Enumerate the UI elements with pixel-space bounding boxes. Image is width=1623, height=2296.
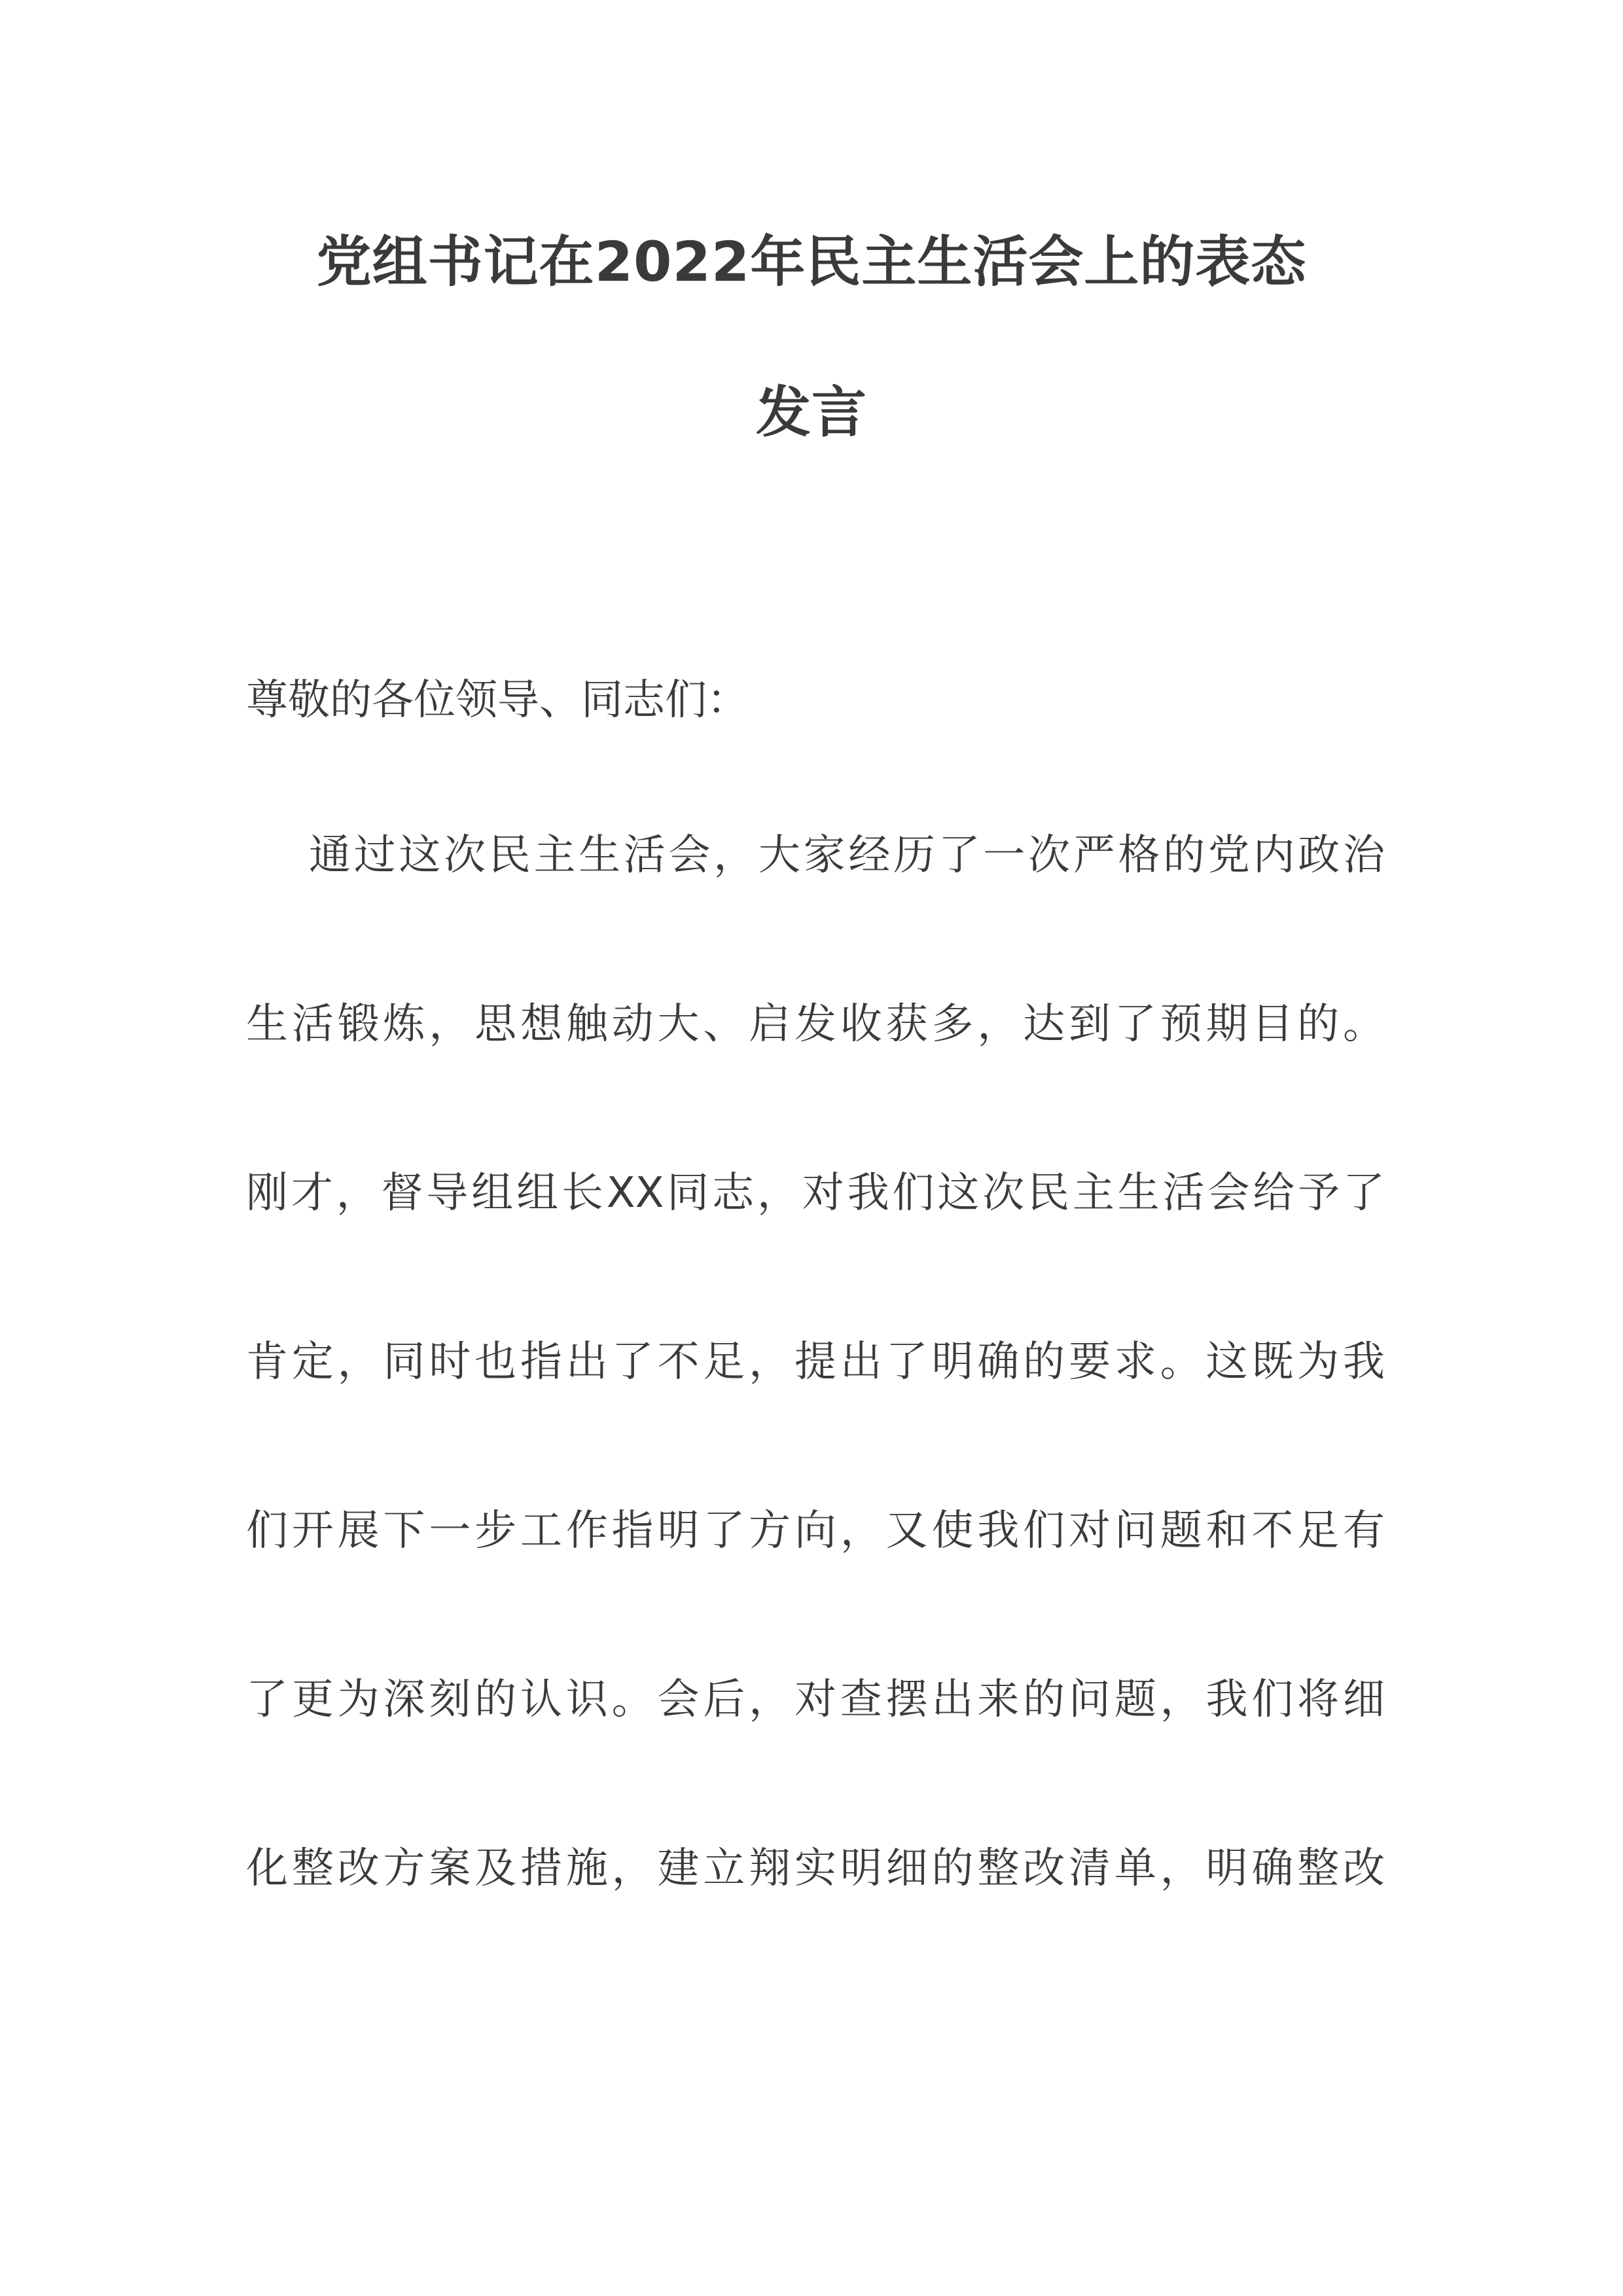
document-title-line-2: 发言 — [755, 380, 867, 444]
body-line-3: 刚才，督导组组长XX同志，对我们这次民主生活会给予了 — [246, 1169, 1385, 1217]
body-line-5: 们开展下一步工作指明了方向，又使我们对问题和不足有 — [246, 1507, 1385, 1555]
body-line-1: 通过这次民主生活会，大家经历了一次严格的党内政治 — [309, 831, 1385, 880]
body-line-7: 化整改方案及措施，建立翔实明细的整改清单，明确整改 — [246, 1844, 1385, 1893]
body-line-6: 了更为深刻的认识。会后，对查摆出来的问题，我们将细 — [246, 1676, 1385, 1724]
body-line-2: 生活锻炼，思想触动大、启发收获多，达到了预期目的。 — [246, 1000, 1385, 1049]
body-line-4: 肯定，同时也指出了不足，提出了明确的要求。这既为我 — [246, 1338, 1385, 1386]
document-title-line-1: 党组书记在2022年民主生活会上的表态 — [316, 230, 1307, 294]
salutation: 尊敬的各位领导、同志们： — [246, 676, 749, 725]
